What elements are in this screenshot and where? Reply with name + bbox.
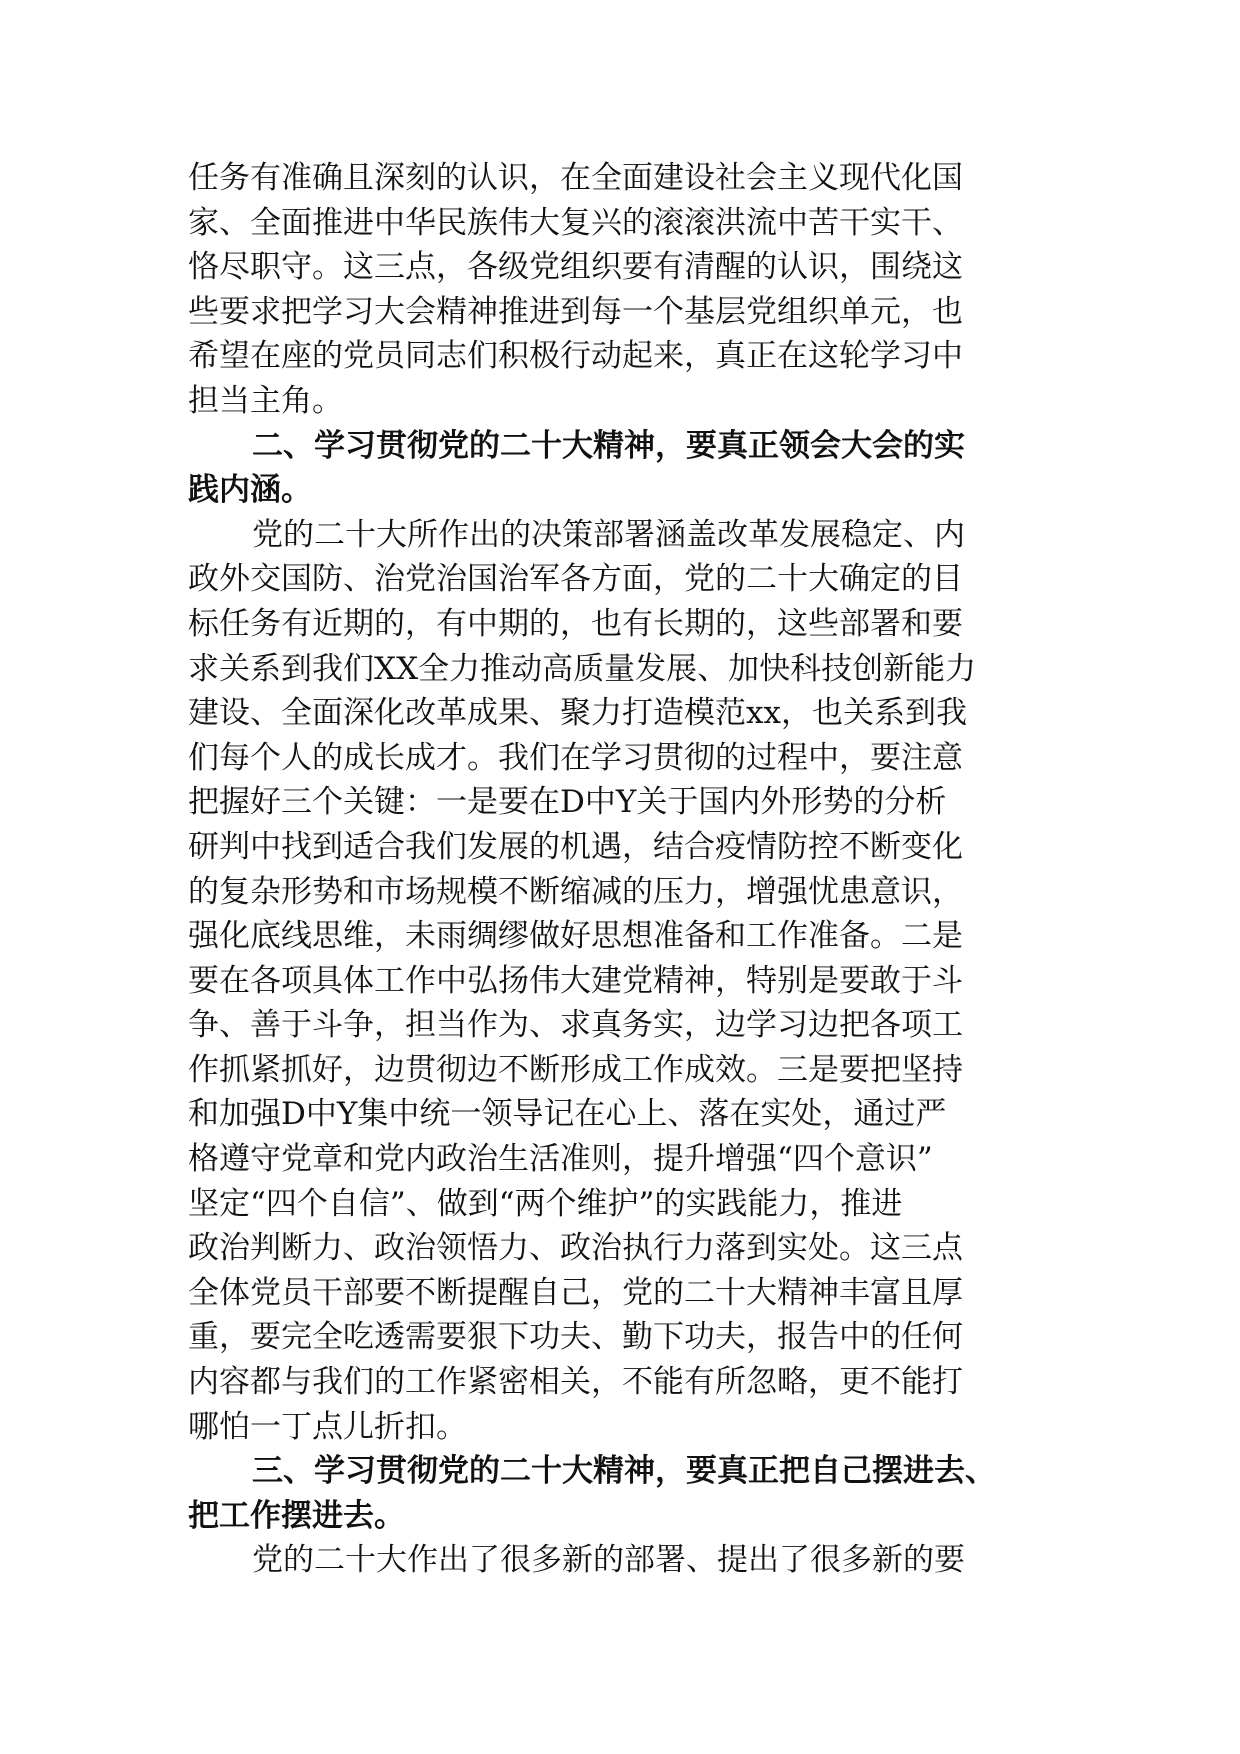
text-line: 恪尽职守。这三点，各级党组织要有清醒的认识，围绕这 bbox=[188, 249, 963, 286]
text-line: 研判中找到适合我们发展的机遇，结合疫情防控不断变化 bbox=[188, 828, 963, 865]
text-line: 和加强D中Y集中统一领导记在心上、落在实处，通过严 bbox=[188, 1096, 947, 1133]
paragraph-start: 党的二十大所作出的决策部署涵盖改革发展稳定、内 bbox=[252, 516, 965, 553]
text-line: 要在各项具体工作中弘扬伟大建党精神，特别是要敢于斗 bbox=[188, 962, 963, 999]
section-heading: 把工作摆进去。 bbox=[188, 1497, 405, 1534]
text-line: 们每个人的成长成才。我们在学习贯彻的过程中，要注意 bbox=[188, 739, 963, 776]
text-line: 任务有准确且深刻的认识，在全面建设社会主义现代化国 bbox=[188, 160, 963, 196]
text-line: 建设、全面深化改革成果、聚力打造模范xx，也关系到我 bbox=[188, 695, 967, 732]
text-line: 担当主角。 bbox=[188, 382, 343, 419]
text-line: 坚定“四个自信”、做到“两个维护”的实践能力，推进 bbox=[188, 1185, 903, 1222]
text-line: 政治判断力、政治领悟力、政治执行力落到实处。这三点 bbox=[188, 1230, 963, 1267]
paragraph-start: 党的二十大作出了很多新的部署、提出了很多新的要 bbox=[252, 1542, 965, 1579]
text-line: 全体党员干部要不断提醒自己，党的二十大精神丰富且厚 bbox=[188, 1274, 963, 1311]
text-line: 格遵守党章和党内政治生活准则，提升增强“四个意识” bbox=[188, 1141, 933, 1178]
text-line: 家、全面推进中华民族伟大复兴的滚滚洪流中苦干实干、 bbox=[188, 204, 963, 241]
text-line: 些要求把学习大会精神推进到每一个基层党组织单元，也 bbox=[188, 293, 963, 330]
document-page bbox=[188, 156, 1054, 1583]
text-line: 希望在座的党员同志们积极行动起来，真正在这轮学习中 bbox=[188, 338, 963, 375]
text-line: 重，要完全吃透需要狠下功夫、勤下功夫，报告中的任何 bbox=[188, 1319, 963, 1356]
text-line: 内容都与我们的工作紧密相关，不能有所忽略，更不能打 bbox=[188, 1364, 963, 1401]
text-line: 作抓紧抓好，边贯彻边不断形成工作成效。三是要把坚持 bbox=[188, 1051, 963, 1088]
text-line: 争、善于斗争，担当作为、求真务实，边学习边把各项工 bbox=[188, 1007, 963, 1044]
text-line: 标任务有近期的，有中期的，也有长期的，这些部署和要 bbox=[188, 605, 963, 642]
section-heading: 三、学习贯彻党的二十大精神，要真正把自己摆进去、 bbox=[252, 1453, 996, 1490]
text-line: 求关系到我们XX全力推动高质量发展、加快科技创新能力 bbox=[188, 650, 977, 687]
text-line: 强化底线思维，未雨绸缪做好思想准备和工作准备。二是 bbox=[188, 918, 963, 955]
text-line: 哪怕一丁点儿折扣。 bbox=[188, 1408, 467, 1445]
text-line: 把握好三个关键：一是要在D中Y关于国内外形势的分析 bbox=[188, 784, 947, 821]
text-line: 的复杂形势和市场规模不断缩减的压力，增强忧患意识， bbox=[188, 873, 963, 910]
section-heading: 践内涵。 bbox=[188, 472, 312, 509]
section-heading: 二、学习贯彻党的二十大精神，要真正领会大会的实 bbox=[252, 427, 965, 464]
text-line: 政外交国防、治党治国治军各方面，党的二十大确定的目 bbox=[188, 561, 963, 598]
